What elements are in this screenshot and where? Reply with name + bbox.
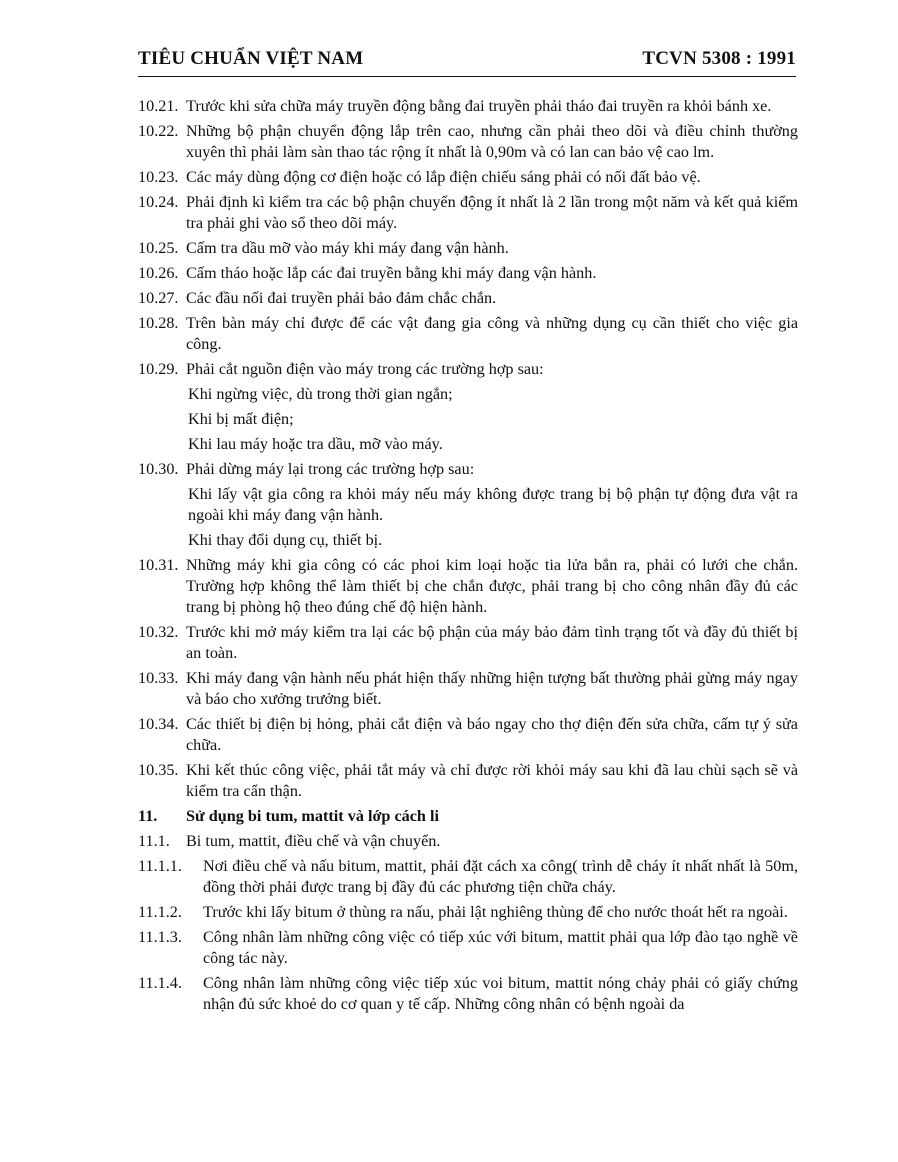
clause-10-28: 10.28. Trên bàn máy chỉ được để các vật đang gia công và những dụng cụ cần thiết cho việc gia công. (138, 314, 798, 353)
clause-10-32: 10.32. Trước khi mở máy kiểm tra lại các bộ phận của máy bảo đảm tình trạng tốt và đầy đủ thiết bị an toàn. (138, 623, 798, 662)
clause-10-31: 10.31. Những máy khi gia công có các phoi kim loại hoặc tia lửa bắn ra, phải có lưới che chắn. Trường hợp không thể làm thiết bị che chắn được, phải trang bị cho công nhân đầy đủ các trang bị phòng hộ theo đúng chế độ hiện hành. (138, 556, 798, 616)
clause-10-23: 10.23. Các máy dùng động cơ điện hoặc có lắp điện chiếu sáng phải có nối đất bảo vệ. (138, 168, 701, 186)
clause-10-29-case: Khi bị mất điện; (188, 410, 294, 428)
clause-10-35: 10.35. Khi kết thúc công việc, phải tắt máy và chỉ được rời khỏi máy sau khi đã lau chùi sạch sẽ và kiểm tra cẩn thận. (138, 761, 798, 800)
standard-number: TCVN 5308 : 1991 (642, 48, 796, 69)
clause-10-34: 10.34. Các thiết bị điện bị hỏng, phải cắt điện và báo ngay cho thợ điện đến sửa chữa, cấm tự ý sửa chữa. (138, 715, 798, 754)
clause-10-26: 10.26. Cấm tháo hoặc lắp các đai truyền bằng khi máy đang vận hành. (138, 264, 597, 282)
page-header (138, 46, 796, 77)
clause-11-1: 11.1. Bi tum, mattit, điều chế và vận chuyển. (138, 832, 441, 850)
clause-10-29: 10.29. Phải cắt nguồn điện vào máy trong các trường hợp sau: (138, 360, 544, 378)
clause-10-29-case: Khi lau máy hoặc tra dầu, mỡ vào máy. (188, 435, 443, 453)
clause-10-21: 10.21. Trước khi sửa chữa máy truyền động bằng đai truyền phải tháo đai truyền ra khỏi bánh xe. (138, 97, 772, 115)
clause-10-24: 10.24. Phải định kì kiểm tra các bộ phận chuyển động ít nhất là 2 lần trong một năm và kết quả kiểm tra phải ghi vào sổ theo dõi máy. (138, 193, 798, 232)
clause-10-30-case: Khi lấy vật gia công ra khỏi máy nếu máy không được trang bị bộ phận tự động đưa vật ra ngoài khi máy đang vận hành. (188, 485, 798, 524)
standard-title: TIÊU CHUẨN VIỆT NAM (138, 48, 364, 69)
clause-11-1-1: 11.1.1. Nơi điều chế và nấu bitum, mattit, phải đặt cách xa công( trình dễ cháy ít nhất nhất là 50m, đồng thời phải được trang bị đầy đủ các phương tiện chữa cháy. (138, 857, 798, 896)
clause-10-30-case: Khi thay đổi dụng cụ, thiết bị. (188, 531, 383, 549)
section-11-heading: 11. Sử dụng bi tum, mattit và lớp cách li (138, 807, 439, 825)
clause-10-22: 10.22. Những bộ phận chuyển động lắp trên cao, nhưng cần phải theo dõi và điều chỉnh thường xuyên thì phải làm sàn thao tác rộng ít nhất là 0,90m và có lan can bảo vệ cao lm. (138, 122, 798, 161)
clause-11-1-3: 11.1.3. Công nhân làm những công việc có tiếp xúc với bitum, mattit phải qua lớp đào tạo nghề về công tác này. (138, 928, 798, 967)
clause-10-33: 10.33. Khi máy đang vận hành nếu phát hiện thấy những hiện tượng bất thường phải gừng máy ngay và báo cho xưởng trưởng biết. (138, 669, 798, 708)
clause-10-29-case: Khi ngừng việc, dù trong thời gian ngắn; (188, 385, 453, 403)
clause-11-1-4: 11.1.4. Công nhân làm những công việc tiếp xúc voi bitum, mattit nóng chảy phải có giấy chứng nhận đủ sức khoẻ do cơ quan y tế cấp. Những công nhân có bệnh ngoài da (138, 974, 798, 1013)
clause-10-30: 10.30. Phải dừng máy lại trong các trường hợp sau: (138, 460, 475, 478)
clause-11-1-2: 11.1.2. Trước khi lấy bitum ở thùng ra nấu, phải lật nghiêng thùng để cho nước thoát hết ra ngoài. (138, 903, 788, 921)
clause-10-27: 10.27. Các đầu nối đai truyền phải bảo đảm chắc chắn. (138, 289, 497, 307)
clause-10-25: 10.25. Cấm tra dầu mỡ vào máy khi máy đang vận hành. (138, 239, 509, 257)
document-body (138, 96, 798, 1019)
